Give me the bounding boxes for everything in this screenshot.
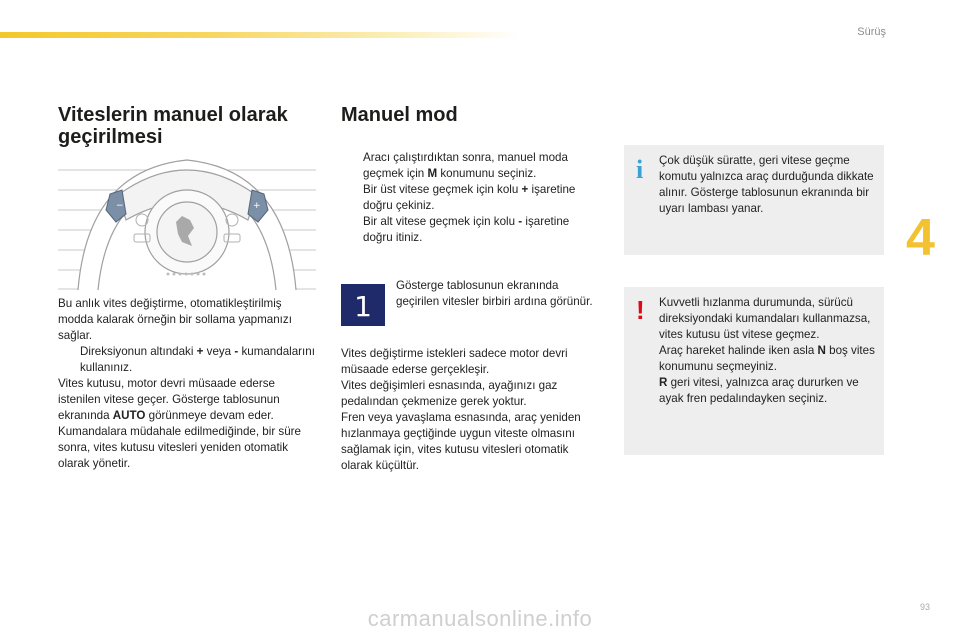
middle-bullet-list xyxy=(341,150,597,246)
left-bullet-list xyxy=(58,344,320,376)
left-paragraph-1: Bu anlık vites değiştirme, otomatikleştirilmiş modda kalarak örneğin bir sollama yapmanızı sağlar. xyxy=(58,297,292,342)
bullet-text: işaretine doğru çekiniz. xyxy=(363,183,576,212)
paragraph-text: Vites kutusu, motor devri müsaade ederse istenilen vitese geçer. Gösterge tablosunun ekranında xyxy=(58,377,280,422)
info-icon: i xyxy=(636,155,644,184)
left-paragraph-2 xyxy=(58,376,320,424)
middle-paragraph-2: Vites değişimleri esnasında, ayağınızı gaz pedalından çekmenize gerek yoktur. xyxy=(341,379,558,408)
bullet-bold: M xyxy=(427,167,438,180)
warning-note xyxy=(624,287,884,455)
bullet-text: konumunu seçiniz. xyxy=(437,167,537,180)
warning-paragraph-1: Kuvvetli hızlanma durumunda, sürücü direksiyondaki kumandaları kullanmazsa, vites kutusu üst vitese geçmez. xyxy=(659,296,871,341)
bullet-bold: + xyxy=(521,183,529,196)
list-item xyxy=(341,214,597,246)
steering-wheel-illustration xyxy=(58,150,316,290)
middle-paragraph-3: Fren veya yavaşlama esnasında, araç yeniden hızlanmaya geçtiğinde uygun viteste olmasını sağlamak için, vites kutusu vitesleri otomatik olarak küçültür. xyxy=(341,411,581,472)
left-title-line1: Viteslerin manuel olarak xyxy=(58,104,288,126)
left-paragraph-3: Kumandalara müdahale edilmediğinde, bir süre sonra, vites kutusu vitesleri yeniden otomatik olarak yönetir. xyxy=(58,425,301,470)
gear-display-digit: 1 xyxy=(354,290,372,323)
middle-paragraph-1: Vites değiştirme istekleri sadece motor devri müsaade ederse gerçekleşir. xyxy=(341,347,568,376)
left-title xyxy=(58,104,308,148)
warning-bold: N xyxy=(817,344,826,357)
warning-note-text xyxy=(659,295,877,407)
bullet-text: Bir alt vitese geçmek için kolu xyxy=(363,215,519,228)
header-accent-bar xyxy=(0,32,520,38)
bullet-text: Aracı çalıştırdıktan sonra, manuel moda geçmek için xyxy=(363,151,568,180)
bullet-text: Direksiyonun altındaki xyxy=(80,345,197,358)
bullet-bold: - xyxy=(518,215,523,228)
warning-paragraph-2 xyxy=(659,343,877,375)
info-note xyxy=(624,145,884,255)
middle-body xyxy=(341,346,603,474)
watermark: carmanualsonline.info xyxy=(367,606,593,631)
bullet-text: Bir üst vitese geçmek için kolu xyxy=(363,183,522,196)
left-body xyxy=(58,296,320,472)
middle-title: Manuel mod xyxy=(341,104,458,126)
warning-text: Araç hareket halinde iken asla xyxy=(659,344,818,357)
list-item xyxy=(58,344,320,376)
warning-text: geri vitesi, yalnızca araç dururken ve ayak fren pedalındayken seçiniz. xyxy=(659,376,859,405)
bullet-bold: + xyxy=(196,345,204,358)
bullet-text: veya xyxy=(203,345,235,358)
steering-wheel-icon xyxy=(58,150,316,290)
bullet-text: işaretine doğru itiniz. xyxy=(363,215,570,244)
section-label: Sürüş xyxy=(857,26,886,38)
warning-paragraph-3 xyxy=(659,375,877,407)
left-title-line2: geçirilmesi xyxy=(58,126,163,148)
warning-icon: ! xyxy=(636,295,645,325)
paragraph-bold: AUTO xyxy=(112,409,146,422)
bullet-text: kumandalarını kullanınız. xyxy=(80,345,315,374)
list-item xyxy=(341,150,597,182)
svg-text:−: − xyxy=(116,201,124,211)
warning-bold: R xyxy=(659,376,668,389)
gear-display-text: Gösterge tablosunun ekranında geçirilen vitesler birbiri ardına görünür. xyxy=(396,279,593,308)
paragraph-text: görünmeye devam eder. xyxy=(145,409,274,422)
page-number: 93 xyxy=(919,602,930,612)
warning-text: boş vites konumunu seçmeyiniz. xyxy=(659,344,875,373)
gear-display-icon xyxy=(341,284,385,326)
chapter-number: 4 xyxy=(906,209,935,267)
svg-text:+: + xyxy=(253,201,261,211)
list-item xyxy=(341,182,597,214)
info-note-text: Çok düşük süratte, geri vitese geçme komutu yalnızca araç durduğunda dikkate alınır. Gösterge tablosunun ekranında bir uyarı lambası yanar. xyxy=(659,154,874,215)
bullet-bold: - xyxy=(234,345,239,358)
